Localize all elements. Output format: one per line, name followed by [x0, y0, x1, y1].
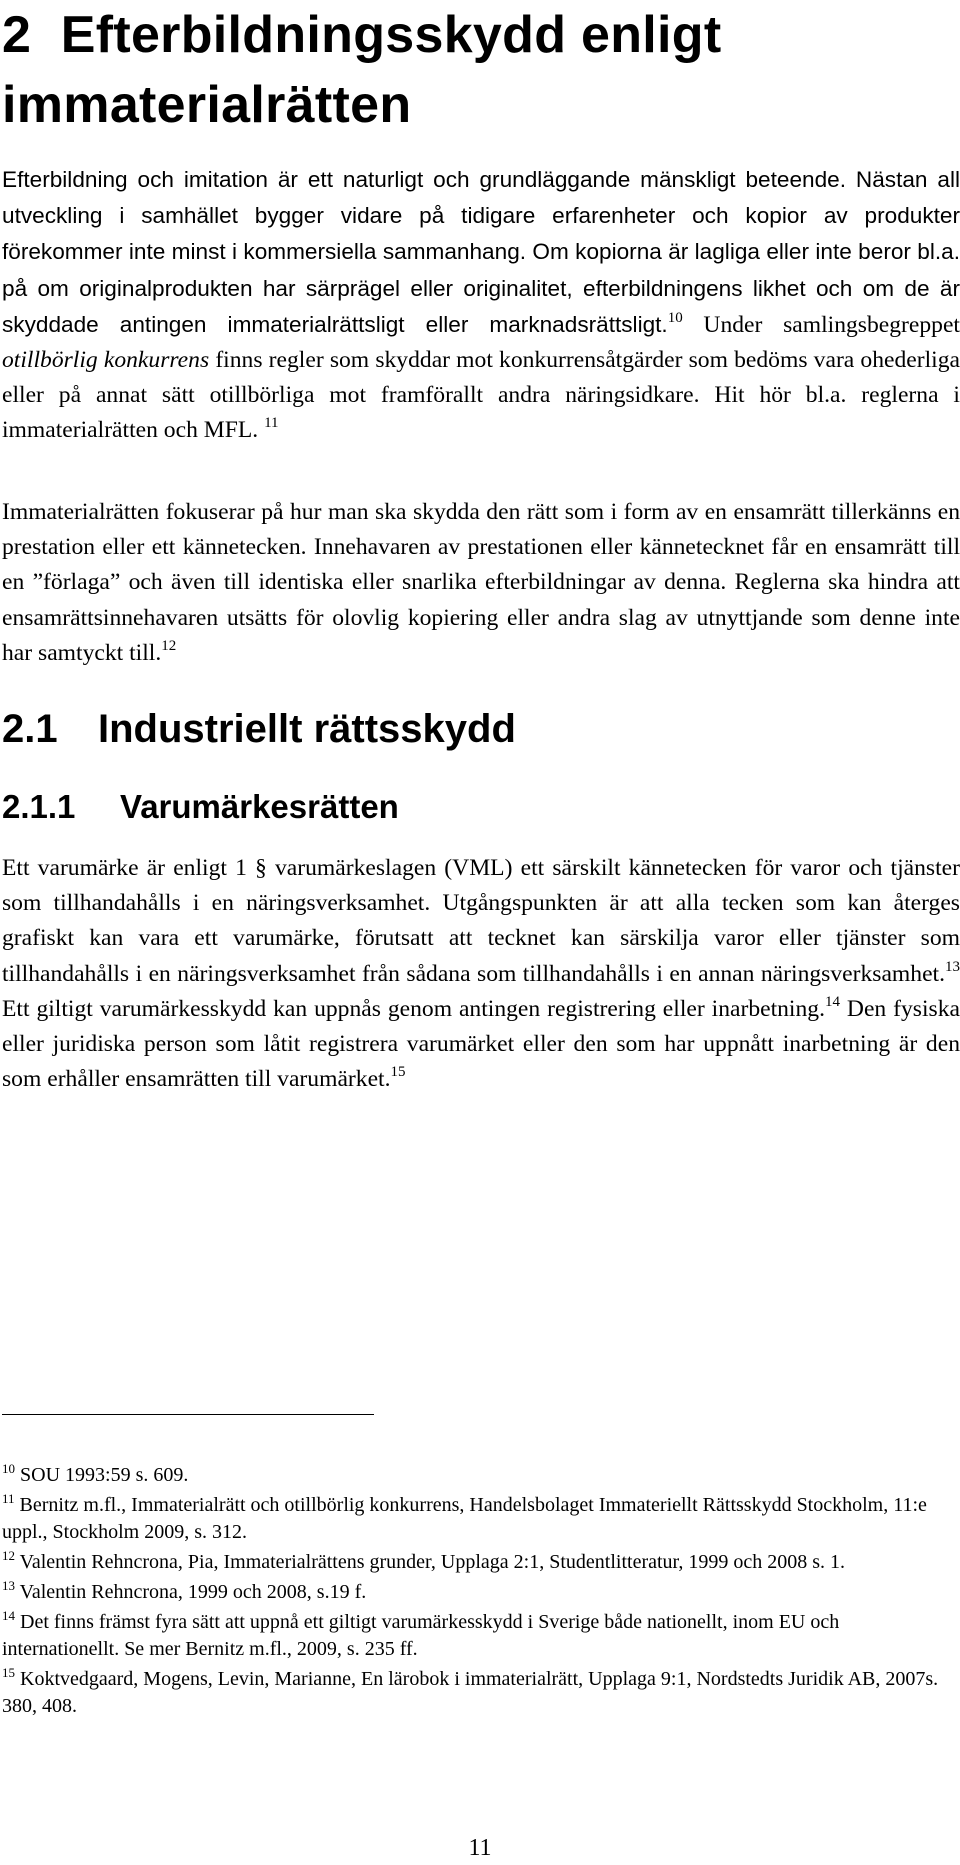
footnote-ref-11[interactable]: 11 [264, 415, 279, 432]
footnote-text: Valentin Rehncrona, Pia, Immaterialrättens grunder, Upplaga 2:1, Studentlitteratur, 1999 och 2008 s. 1. [19, 1551, 846, 1573]
chapter-number: 2 [2, 6, 32, 64]
footnote-text: SOU 1993:59 s. 609. [20, 1464, 189, 1486]
footnote-ref-12[interactable]: 12 [161, 637, 177, 654]
paragraph-intro [2, 162, 960, 449]
footnote-number: 11 [2, 1491, 15, 1506]
paragraph-intro-serif-b: finns regler som skyddar mot konkurrensåtgärder som bedöms vara ohederliga eller på annat sätt otillbörliga mot framförallt andra näringsidkare. Hit hör bl.a. reglerna i immaterialrätten och MFL. [2, 347, 960, 444]
footnote-number: 13 [2, 1578, 15, 1593]
paragraph-trademark-part2: Ett giltigt varumärkesskydd kan uppnås genom antingen registrering eller inarbetning. [2, 995, 825, 1022]
chapter-heading [2, 0, 932, 140]
paragraph-trademark-part3: Den fysiska eller juridiska person som låtit registrera varumärket eller den som har uppnått inarbetning är den som erhåller ensamrätten till varumärket. [2, 995, 960, 1093]
footnote-number: 14 [2, 1608, 15, 1623]
footnote-number: 12 [2, 1548, 15, 1563]
section-number: 2.1 [2, 707, 58, 751]
footnote-ref-14[interactable]: 14 [824, 993, 840, 1010]
chapter-title: Efterbildningsskydd enligt immaterialrätten [2, 6, 722, 134]
paragraph-intro-sans: Efterbildning och imitation är ett naturligt och grundläggande mänskligt beteende. Nästan all utveckling i samhället bygger vidare på tidigare erfarenheter och kopior av produkter förekommer inte minst i kommersiella sammanhang. Om kopiorna är lagliga eller inte beror bl.a. på om originalprodukten har särprägel eller originalitet, efterbildningens likhet och om de är skyddade antingen immaterialrättsligt eller marknadsrättsligt. [2, 167, 960, 337]
subsection-heading [2, 787, 399, 827]
footnote-11 [2, 1492, 952, 1546]
italic-term: otillbörlig konkurrens [2, 347, 210, 374]
footnote-text: Det finns främst fyra sätt att uppnå ett giltigt varumärkesskydd i Sverige både nationellt, inom EU och internationellt. Se mer Bernitz m.fl., 2009, s. 235 ff. [2, 1611, 840, 1660]
footnote-14 [2, 1609, 952, 1663]
footnote-ref-15[interactable]: 15 [390, 1064, 406, 1081]
footnote-ref-10[interactable]: 10 [667, 309, 683, 326]
footnote-text: Bernitz m.fl., Immaterialrätt och otillbörlig konkurrens, Handelsbolaget Immateriellt Rättsskydd Stockholm, 11:e uppl., Stockholm 2009, s. 312. [2, 1494, 927, 1543]
footnote-number: 10 [2, 1461, 15, 1476]
subsection-title: Varumärkesrätten [120, 788, 399, 825]
footnote-12 [2, 1549, 952, 1576]
section-title: Industriellt rättsskydd [98, 707, 516, 751]
section-heading [2, 705, 516, 753]
footnote-text: Koktvedgaard, Mogens, Levin, Marianne, En lärobok i immaterialrätt, Upplaga 9:1, Nordstedts Juridik AB, 2007s. 380, 408. [2, 1668, 939, 1717]
footnote-number: 15 [2, 1665, 15, 1680]
footnote-separator [2, 1414, 374, 1415]
page-number: 11 [468, 1835, 492, 1861]
paragraph-trademark-part1: Ett varumärke är enligt 1 § varumärkeslagen (VML) ett särskilt kännetecken för varor och tjänster som tillhandahålls i en näringsverksamhet. Utgångspunkten är att alla tecken som kan återges grafiskt kan vara ett varumärke, förutsatt att tecknet kan särskilja varor eller tjänster som tillhandahålls i en näringsverksamhet från sådana som tillhandahålls i en annan näringsverksamhet. [2, 855, 960, 987]
paragraph-immaterial-text: Immaterialrätten fokuserar på hur man ska skydda den rätt som i form av en ensamrätt tillerkänns en prestation eller ett kännetecken. Innehavaren av prestationen eller kännetecknet får en ensamrätt till en ”förlaga” och även till identiska eller snarlika efterbildningar av denna. Reglerna ska hindra att ensamrättsinnehavaren utsätts för olovlig kopiering eller andra slag av utnyttjande som denne inte har samtyckt till. [2, 499, 960, 666]
subsection-number: 2.1.1 [2, 788, 76, 825]
footnote-15 [2, 1666, 952, 1720]
footnote-ref-13[interactable]: 13 [945, 958, 960, 975]
paragraph-intro-serif-a: Under samlingsbegreppet [703, 311, 960, 338]
footnote-text: Valentin Rehncrona, 1999 och 2008, s.19 f. [19, 1581, 367, 1603]
footnote-13 [2, 1579, 952, 1606]
footnote-10 [2, 1462, 952, 1489]
footnotes [2, 1462, 952, 1723]
paragraph-trademark [2, 851, 960, 1097]
paragraph-immaterial [2, 495, 960, 671]
